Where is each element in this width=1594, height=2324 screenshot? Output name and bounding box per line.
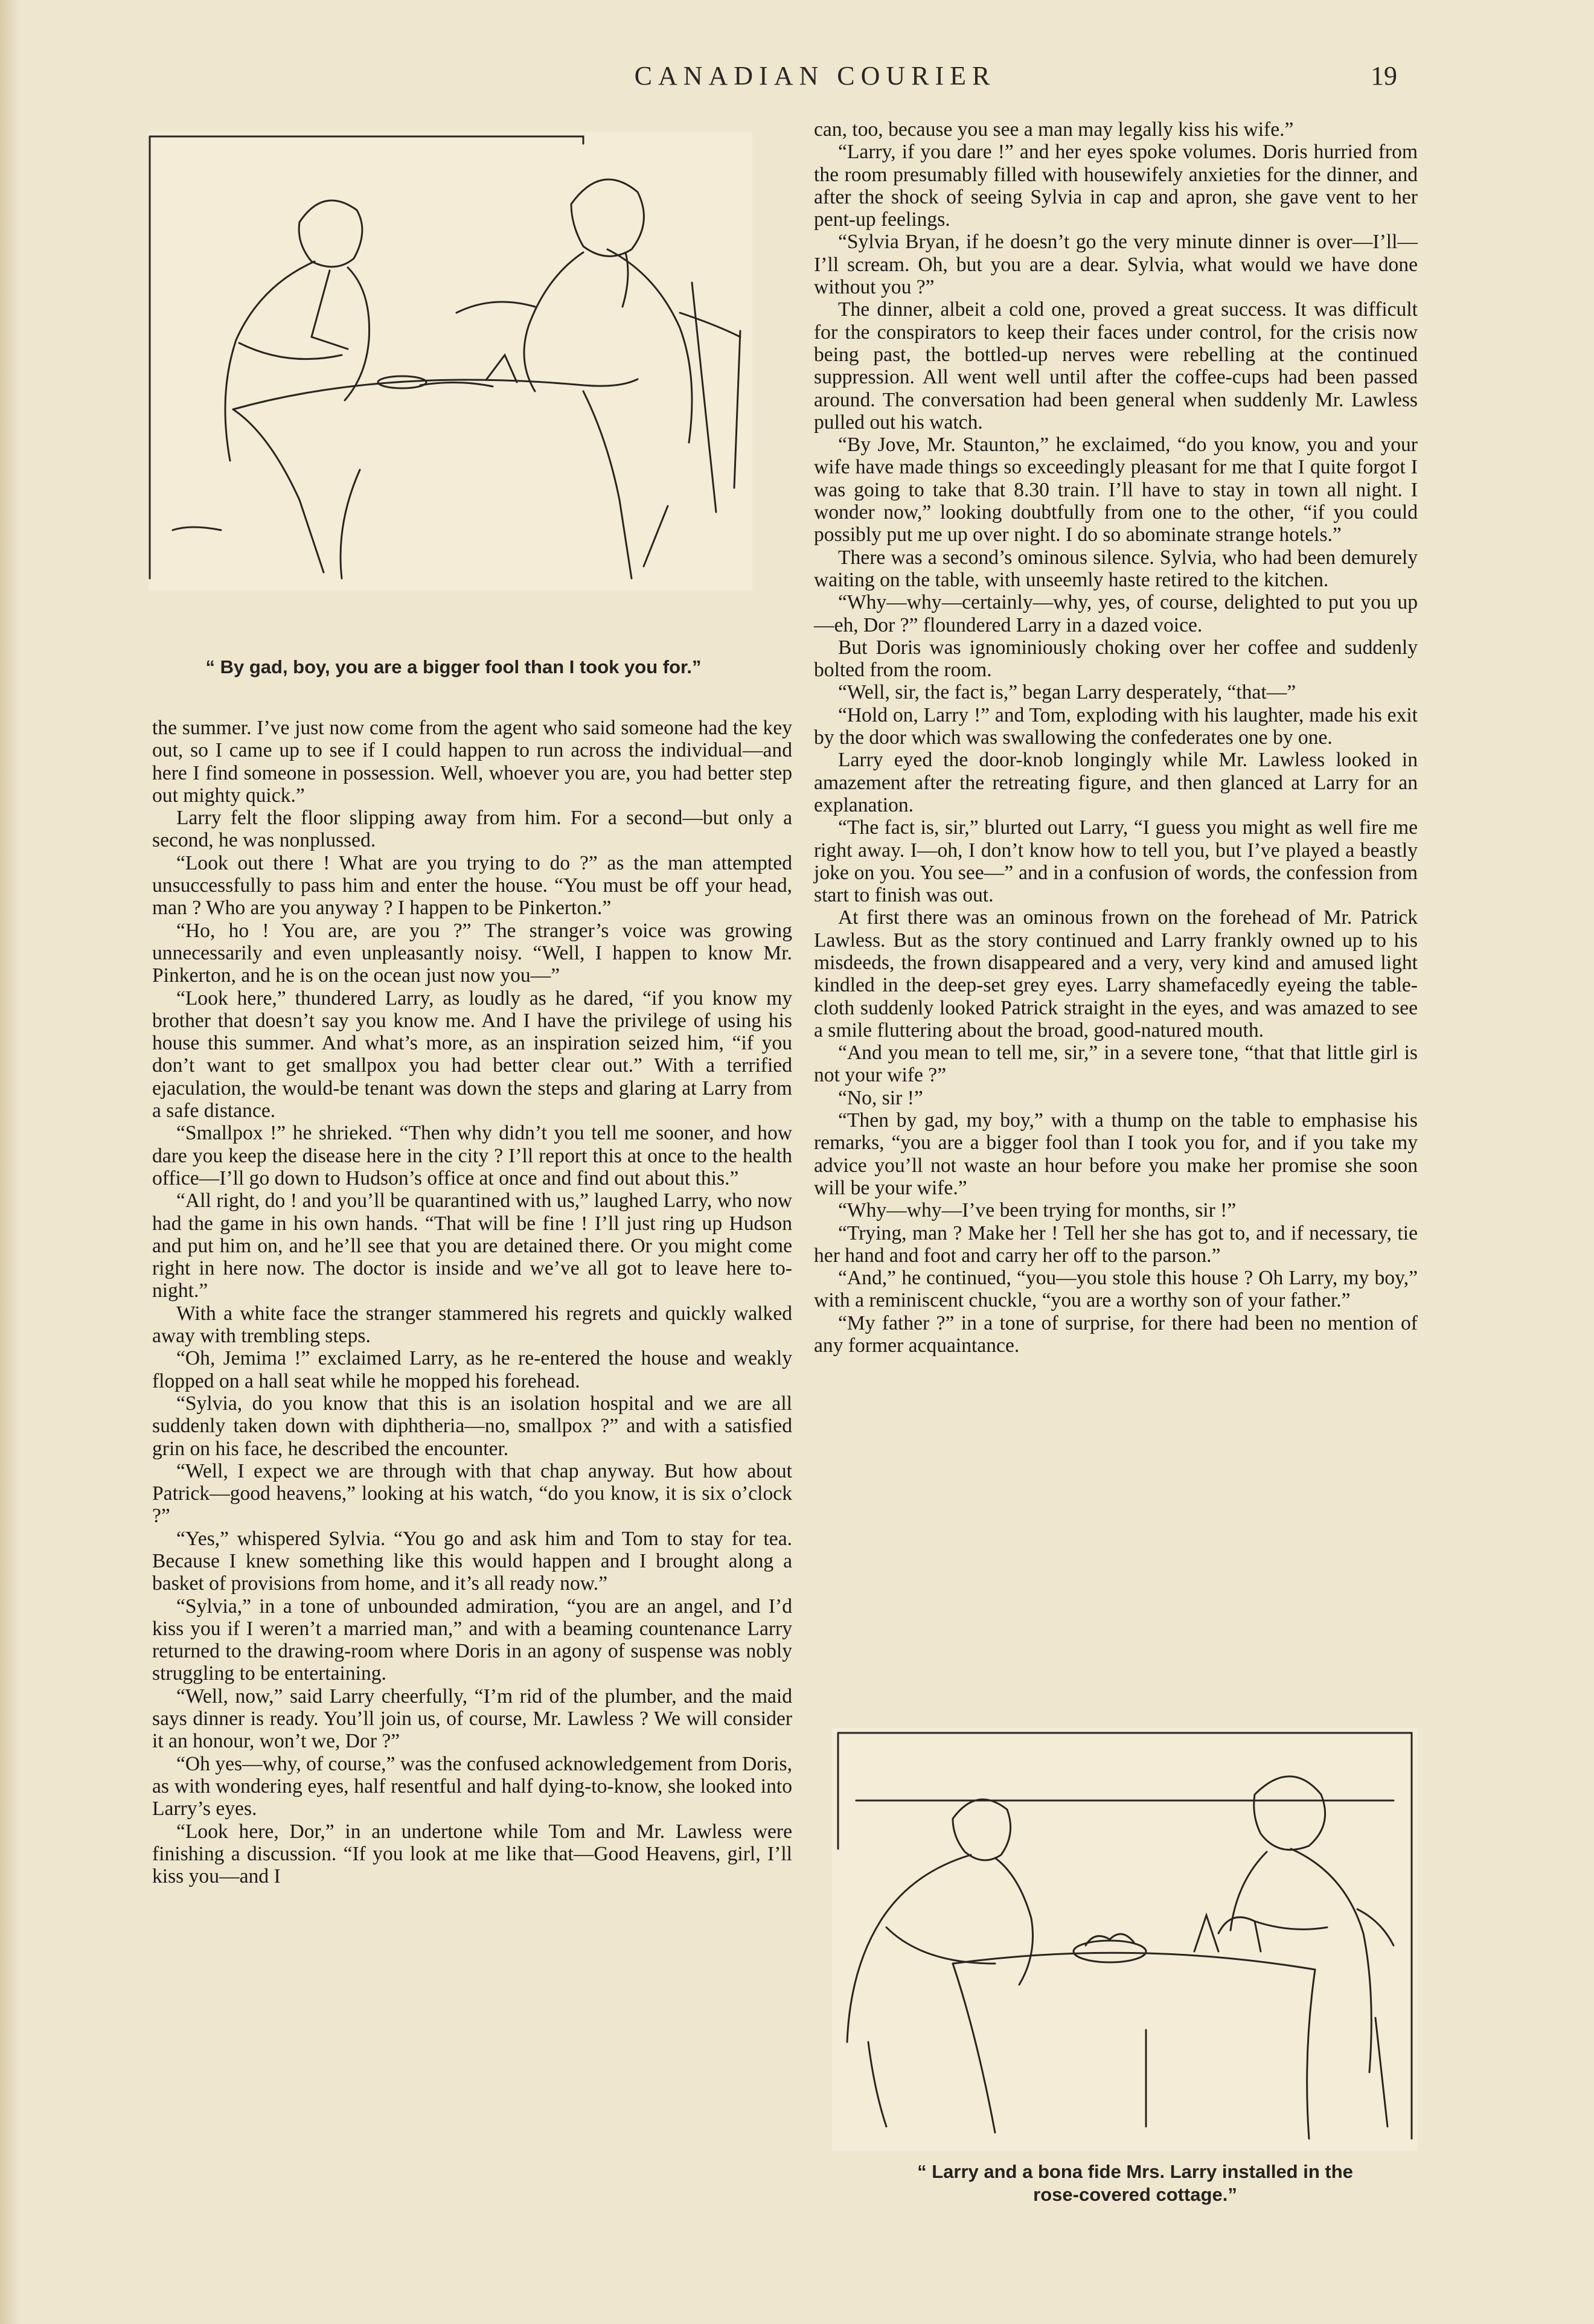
paragraph: “Why—why—certainly—why, yes, of course, delighted to put you up—eh, Dor ?” floundered Larry in a dazed voice. bbox=[814, 591, 1418, 636]
paragraph: “The fact is, sir,” blurted out Larry, “I guess you might as well fire me right away. I—oh, I don’t know how to tell you, but I’ve played a beastly joke on you. You see—” and in a confusion of words, the confession from start to finish was out. bbox=[814, 816, 1418, 907]
paragraph: “Larry, if you dare !” and her eyes spoke volumes. Doris hurried from the room presumably filled with housewifely anxieties for the dinner, and after the shock of seeing Sylvia in cap and apron, she gave vent to her pent-up feelings. bbox=[814, 141, 1418, 231]
paragraph: There was a second’s ominous silence. Sylvia, who had been demurely waiting on the table, with unseemly haste retired to the kitchen. bbox=[814, 546, 1418, 591]
masthead: CANADIAN COURIER bbox=[634, 61, 996, 91]
paragraph: “Ho, ho ! You are, are you ?” The stranger’s voice was growing unnecessarily and even unpleasantly noisy. “Well, I happen to know Mr. Pinkerton, and he is on the ocean just now you—” bbox=[152, 919, 792, 987]
paragraph: With a white face the stranger stammered his regrets and quickly walked away with trembling steps. bbox=[152, 1302, 792, 1348]
paragraph: “Trying, man ? Make her ! Tell her she has got to, and if necessary, tie her hand and foot and carry her off to the parson.” bbox=[814, 1221, 1418, 1267]
page-edge bbox=[0, 0, 21, 2324]
paragraph: “By Jove, Mr. Staunton,” he exclaimed, “do you know, you and your wife have made things so exceedingly pleasant for me that I quite forgot I was going to take that 8.30 train. I’ll have to stay in town all night. I wonder now,” looking doubtfully from one to the other, “if you could possibly put me up over night. I do so abominate strange hotels.” bbox=[814, 434, 1418, 546]
paragraph: the summer. I’ve just now come from the agent who said someone had the key out, so I came up to see if I could happen to run across the individual—and here I find someone in possession. Well, whoever you are, you had better step out mighty quick.” bbox=[152, 717, 792, 807]
paragraph: “Oh, Jemima !” exclaimed Larry, as he re-entered the house and weakly flopped on a hall seat while he mopped his forehead. bbox=[152, 1347, 792, 1392]
paragraph: “Well, sir, the fact is,” began Larry desperately, “that—” bbox=[838, 681, 1296, 704]
paragraph: “Oh yes—why, of course,” was the confused acknowledgement from Doris, as with wondering eyes, half resentful and half dying-to-know, she looked into Larry’s eyes. bbox=[152, 1752, 792, 1820]
paragraph: At first there was an ominous frown on the forehead of Mr. Patrick Lawless. But as the story continued and Larry frankly owned up to his misdeeds, the frown disappeared and a very, very kind and amused light kindled in the deep-set grey eyes. Larry shamefacedly eyeing the table-cloth suddenly looked Patrick straight in the eyes, and was amazed to see a smile fluttering about the broad, good-natured mouth. bbox=[814, 906, 1418, 1042]
paragraph: But Doris was ignominiously choking over her coffee and suddenly bolted from the room. bbox=[814, 636, 1418, 682]
paragraph: “Sylvia, do you know that this is an isolation hospital and we are all suddenly taken down with diphtheria—no, smallpox ?” and with a satisfied grin on his face, he described the encounter. bbox=[152, 1392, 792, 1460]
paragraph: “Well, I expect we are through with that chap anyway. But how about Patrick—good heavens,” looking at his watch, “do you know, it is six o’clock ?” bbox=[152, 1459, 792, 1528]
paragraph: Larry felt the floor slipping away from him. For a second—but only a second, he was nonplussed. bbox=[152, 807, 792, 852]
paragraph: “Why—why—I’ve been trying for months, sir !” bbox=[838, 1199, 1237, 1222]
paragraph: “And you mean to tell me, sir,” in a severe tone, “that that little girl is not your wife ?” bbox=[814, 1042, 1418, 1087]
caption-line: rose-covered cottage.” bbox=[1033, 2184, 1237, 2205]
paragraph: Larry eyed the door-knob longingly while Mr. Lawless looked in amazement after the retreating figure, and then glanced at Larry for an explanation. bbox=[814, 749, 1418, 816]
paragraph: can, too, because you see a man may legally kiss his wife.” bbox=[814, 118, 1294, 141]
page-header bbox=[0, 60, 1594, 97]
paragraph: “My father ?” in a tone of surprise, for there had been no mention of any former acquaintance. bbox=[814, 1311, 1418, 1357]
illustration-dinner-men bbox=[149, 132, 752, 591]
article-column-right bbox=[814, 118, 1418, 1357]
illustration-caption: “ By gad, boy, you are a bigger fool than I took you for.” bbox=[205, 656, 702, 677]
paragraph: “No, sir !” bbox=[838, 1086, 923, 1109]
paragraph: “Well, now,” said Larry cheerfully, “I’m rid of the plumber, and the maid says dinner is ready. You’ll join us, of course, Mr. Lawless ? We will consider it an honour, won’t we, Dor ?” bbox=[152, 1685, 792, 1753]
paragraph: “Sylvia Bryan, if he doesn’t go the very minute dinner is over—I’ll—I’ll scream. Oh, but you are a dear. Sylvia, what would we have done without you ?” bbox=[814, 231, 1418, 299]
paragraph: “Look here,” thundered Larry, as loudly as he dared, “if you know my brother that doesn’t say you know me. And I have the privilege of using his house this summer. And what’s more, as an inspiration seized him, “if you don’t want to get smallpox you had better clear out.” With a terrified ejaculation, the would-be tenant was down the steps and glaring at Larry from a safe distance. bbox=[152, 987, 792, 1122]
paragraph: “Look out there ! What are you trying to do ?” as the man attempted unsuccessfully to pass him and enter the house. “You must be off your head, man ? Who are you anyway ? I happen to be Pinkerton.” bbox=[152, 851, 792, 920]
paragraph: The dinner, albeit a cold one, proved a great success. It was difficult for the conspirators to keep their faces under control, for the crisis now being past, the bottled-up nerves were rebelling at the continued suppression. All went well until after the coffee-cups had been passed around. The conversation had been general when suddenly Mr. Lawless pulled out his watch. bbox=[814, 298, 1418, 434]
paragraph: “Hold on, Larry !” and Tom, exploding with his laughter, made his exit by the door which was swallowing the confederates one by one. bbox=[814, 703, 1418, 749]
illustration-cottage-couple bbox=[832, 1728, 1418, 2151]
paragraph: “And,” he continued, “you—you stole this house ? Oh Larry, my boy,” with a reminiscent chuckle, “you are a worthy son of your father.” bbox=[814, 1267, 1418, 1312]
paragraph: “Smallpox !” he shrieked. “Then why didn’t you tell me sooner, and how dare you keep the disease here in the city ? I’ll report this at once to the health office—I’ll go down to Hudson’s office at once and find out about this.” bbox=[152, 1122, 792, 1189]
paragraph: “Yes,” whispered Sylvia. “You go and ask him and Tom to stay for tea. Because I knew something like this would happen and I brought along a basket of provisions from home, and it’s all ready now.” bbox=[152, 1527, 792, 1595]
caption-line: “ Larry and a bona fide Mrs. Larry installed in the bbox=[917, 2161, 1353, 2182]
paragraph: “Sylvia,” in a tone of unbounded admiration, “you are an angel, and I’d kiss you if I weren’t a married man,” and with a beaming countenance Larry returned to the drawing-room where Doris in an agony of suspense was nobly struggling to be entertaining. bbox=[152, 1595, 792, 1685]
illustration-caption bbox=[869, 2160, 1401, 2206]
paragraph: “Then by gad, my boy,” with a thump on the table to emphasise his remarks, “you are a bigger fool than I took you for, and if you take my advice you’ll not waste an hour before you make her promise she soon will be your wife.” bbox=[814, 1109, 1418, 1199]
page-number: 19 bbox=[1371, 61, 1397, 91]
paragraph: “All right, do ! and you’ll be quarantined with us,” laughed Larry, who now had the game in his own hands. “That will be fine ! I’ll just ring up Hudson and put him on, and he’ll see that you are detained there. Or you might come right in here now. The doctor is inside and we’ve all got to leave here to-night.” bbox=[152, 1189, 792, 1302]
paragraph: “Look here, Dor,” in an undertone while Tom and Mr. Lawless were finishing a discussion. “If you look at me like that—Good Heavens, girl, I’ll kiss you—and I bbox=[152, 1820, 792, 1888]
article-column-left bbox=[152, 717, 792, 1887]
